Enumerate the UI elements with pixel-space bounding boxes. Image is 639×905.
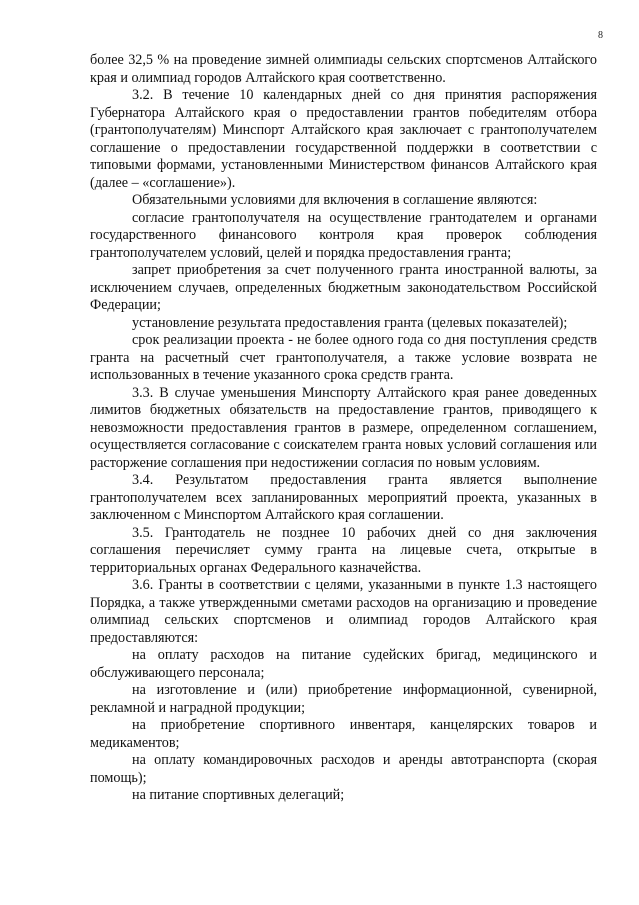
- paragraph: 3.5. Грантодатель не позднее 10 рабочих дней со дня заключения соглашения перечисляет сумму гранта на лицевые счета, открытые в территориальных органах Федерального казначейства.: [90, 524, 597, 576]
- paragraph: 3.4. Результатом предоставления гранта является выполнение грантополучателем всех запланированных мероприятий проекта, указанных в заключенном с Минспортом Алтайского края соглашении.: [90, 472, 597, 523]
- paragraph: 3.3. В случае уменьшения Минспорту Алтайского края ранее доведенных лимитов бюджетных обязательств на предоставление грантов, приводящего к невозможности предоставления грантов в размере, определенном соглашением, осуществляется согласование с соискателем гранта новых условий соглашения или расторжение соглашения при недостижении согласия по новым условиям.: [90, 384, 597, 471]
- paragraph: согласие грантополучателя на осуществление грантодателем и органами государственного финансового контроля края проверок соблюдения грантополучателем условий, целей и порядка предоставления гранта;: [90, 209, 597, 261]
- paragraph: на приобретение спортивного инвентаря, канцелярских товаров и медикаментов;: [90, 717, 597, 751]
- paragraph: на оплату командировочных расходов и аренды автотранспорта (скорая помощь);: [90, 752, 597, 786]
- document-body: [90, 52, 597, 805]
- paragraph: 3.2. В течение 10 календарных дней со дня принятия распоряжения Губернатора Алтайского края о предоставлении грантов победителям отбора (грантополучателям) Минспорт Алтайского края заключает с грантополучателем соглашение о предоставлении государственной поддержки в соответствии с типовыми формами, установленными Министерством финансов Алтайского края (далее – «соглашение»).: [90, 87, 597, 191]
- paragraph: запрет приобретения за счет полученного гранта иностранной валюты, за исключением случаев, определенных бюджетным законодательством Российской Федерации;: [90, 262, 597, 313]
- paragraph: на оплату расходов на питание судейских бригад, медицинского и обслуживающего персонала;: [90, 647, 597, 681]
- paragraph: более 32,5 % на проведение зимней олимпиады сельских спортсменов Алтайского края и олимпиад городов Алтайского края соответственно.: [90, 52, 597, 86]
- paragraph: срок реализации проекта - не более одного года со дня поступления средств гранта на расчетный счет грантополучателя, а также условие возврата не использованных в течение указанного срока средств гранта.: [90, 332, 597, 383]
- paragraph: Обязательными условиями для включения в соглашение являются:: [132, 192, 538, 208]
- paragraph: на изготовление и (или) приобретение информационной, сувенирной, рекламной и наградной продукции;: [90, 682, 597, 716]
- paragraph: на питание спортивных делегаций;: [132, 787, 345, 803]
- paragraph: установление результата предоставления гранта (целевых показателей);: [132, 314, 568, 331]
- page-number: 8: [598, 30, 603, 41]
- paragraph: 3.6. Гранты в соответствии с целями, указанными в пункте 1.3 настоящего Порядка, а также утвержденными сметами расходов на организацию и проведение олимпиад сельских спортсменов и олимпиад городов Алтайского края предоставляются:: [90, 577, 597, 646]
